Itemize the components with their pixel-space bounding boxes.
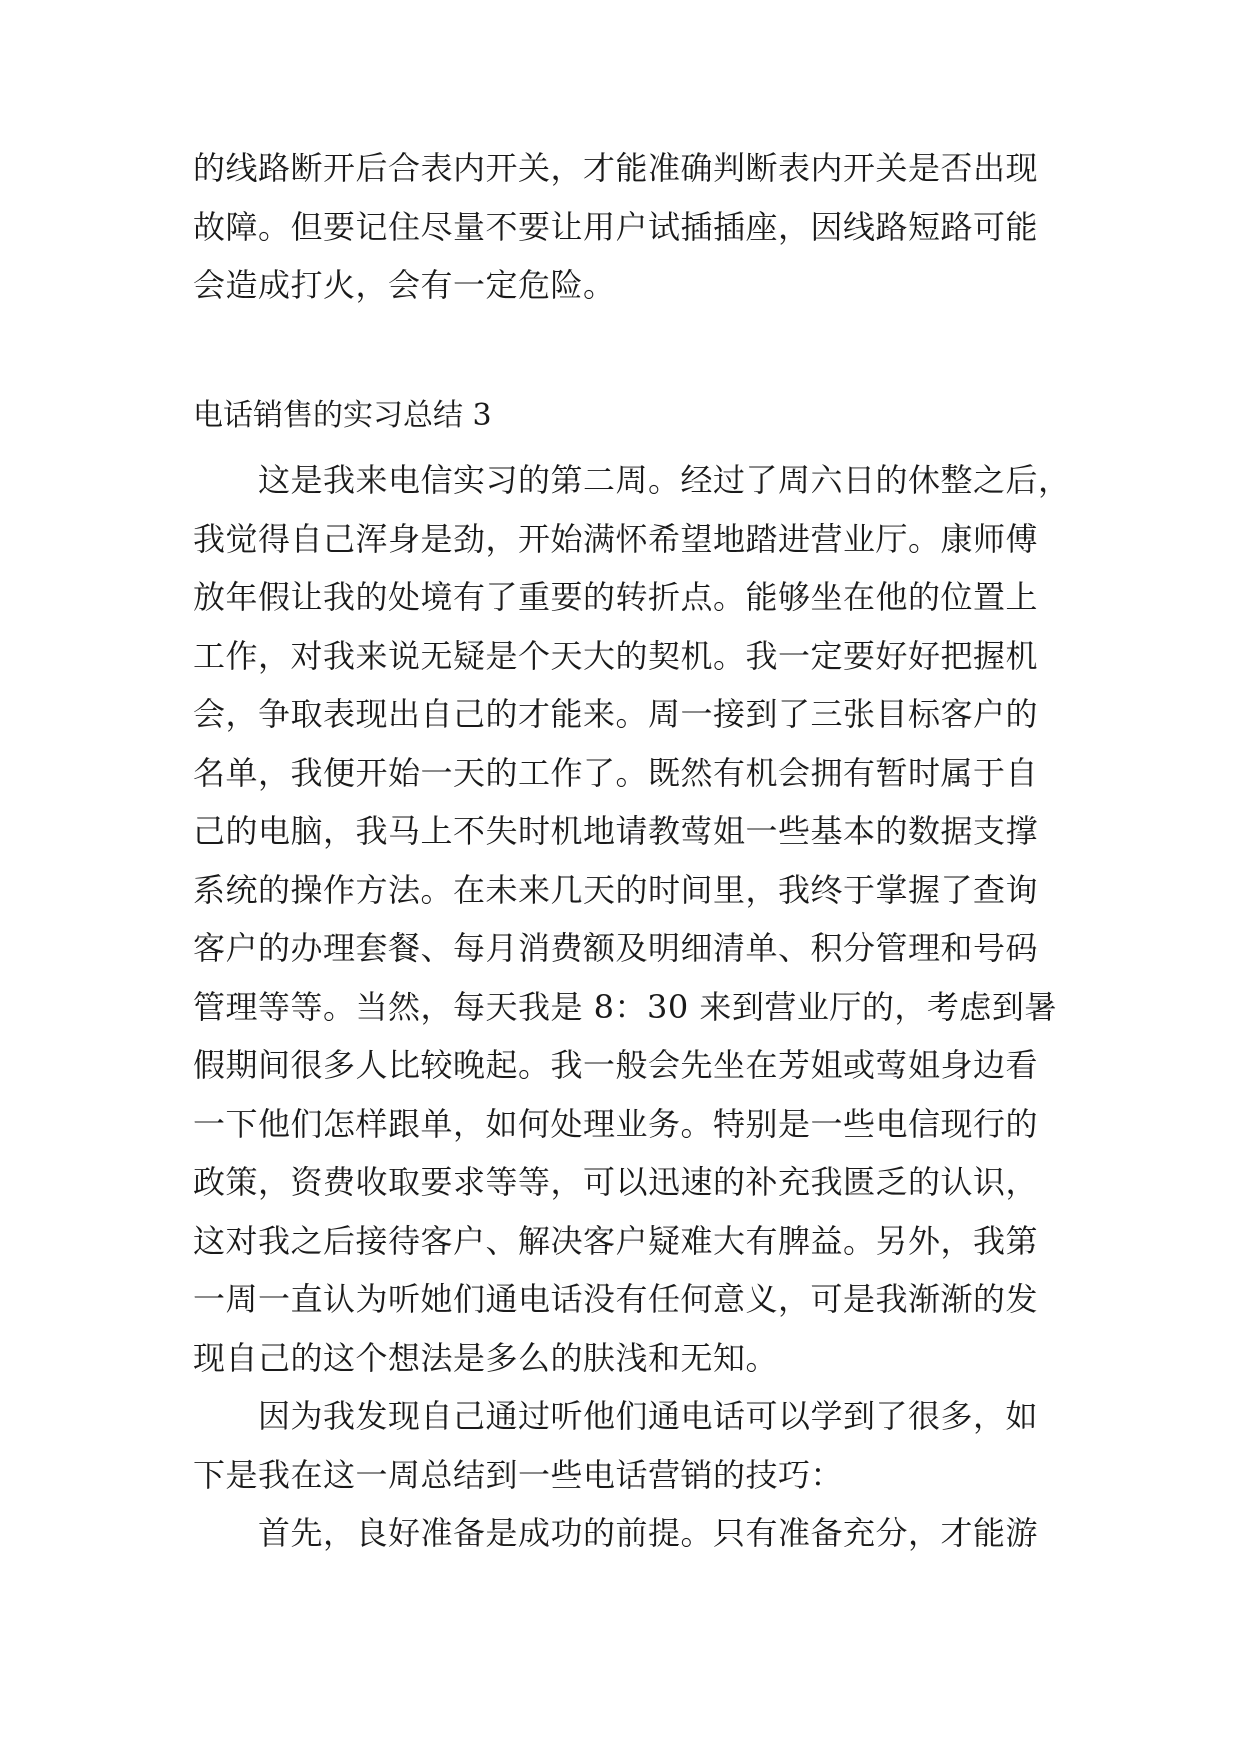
text-line: 下是我在这一周总结到一些电话营销的技巧：: [193, 1455, 844, 1494]
text-line: 的线路断开后合表内开关，才能准确判断表内开关是否出现: [193, 149, 1039, 187]
text-line: 首先，良好准备是成功的前提。只有准备充分，才能游: [193, 1514, 1039, 1552]
text-line: 己的电脑，我马上不失时机地请教莺姐一些基本的数据支撑: [193, 812, 1039, 850]
text-line: 政策，资费收取要求等等，可以迅速的补充我匮乏的认识，: [193, 1163, 1039, 1201]
text-line: 假期间很多人比较晚起。我一般会先坐在芳姐或莺姐身边看: [193, 1046, 1039, 1084]
text-line: 会造成打火，会有一定危险。: [193, 266, 616, 304]
text-line: 我觉得自己浑身是劲，开始满怀希望地踏进营业厅。康师傅: [193, 519, 1039, 558]
text-line: 工作，对我来说无疑是个天大的契机。我一定要好好把握机: [193, 636, 1039, 675]
text-line: 这对我之后接待客户、解决客户疑难大有脾益。另外，我第: [193, 1221, 1039, 1260]
text-line: 客户的办理套餐、每月消费额及明细清单、积分管理和号码: [193, 929, 1039, 967]
section-heading: 电话销售的实习总结 3: [193, 398, 492, 433]
text-line: 这是我来电信实习的第二周。经过了周六日的休整之后，: [193, 461, 1071, 499]
text-line: 放年假让我的处境有了重要的转折点。能够坐在他的位置上: [193, 578, 1039, 616]
paragraph-1: [193, 451, 1071, 1563]
text-line: 名单，我便开始一天的工作了。既然有机会拥有暂时属于自: [193, 753, 1039, 792]
text-line: 现自己的这个想法是多么的肤浅和无知。: [193, 1338, 779, 1377]
text-line: 一下他们怎样跟单，如何处理业务。特别是一些电信现行的: [193, 1104, 1039, 1143]
text-line: 系统的操作方法。在未来几天的时间里，我终于掌握了查询: [193, 870, 1039, 909]
text-line: 一周一直认为听她们通电话没有任何意义，可是我渐渐的发: [193, 1280, 1039, 1318]
text-line: 管理等等。当然，每天我是 8：30 来到营业厅的，考虑到暑: [193, 987, 1057, 1026]
continued-paragraph: [193, 139, 1053, 315]
text-line: 因为我发现自己通过听他们通电话可以学到了很多，如: [193, 1397, 1039, 1435]
text-line: 会，争取表现出自己的才能来。周一接到了三张目标客户的: [193, 695, 1039, 733]
text-line: 故障。但要记住尽量不要让用户试插插座，因线路短路可能: [193, 207, 1039, 246]
